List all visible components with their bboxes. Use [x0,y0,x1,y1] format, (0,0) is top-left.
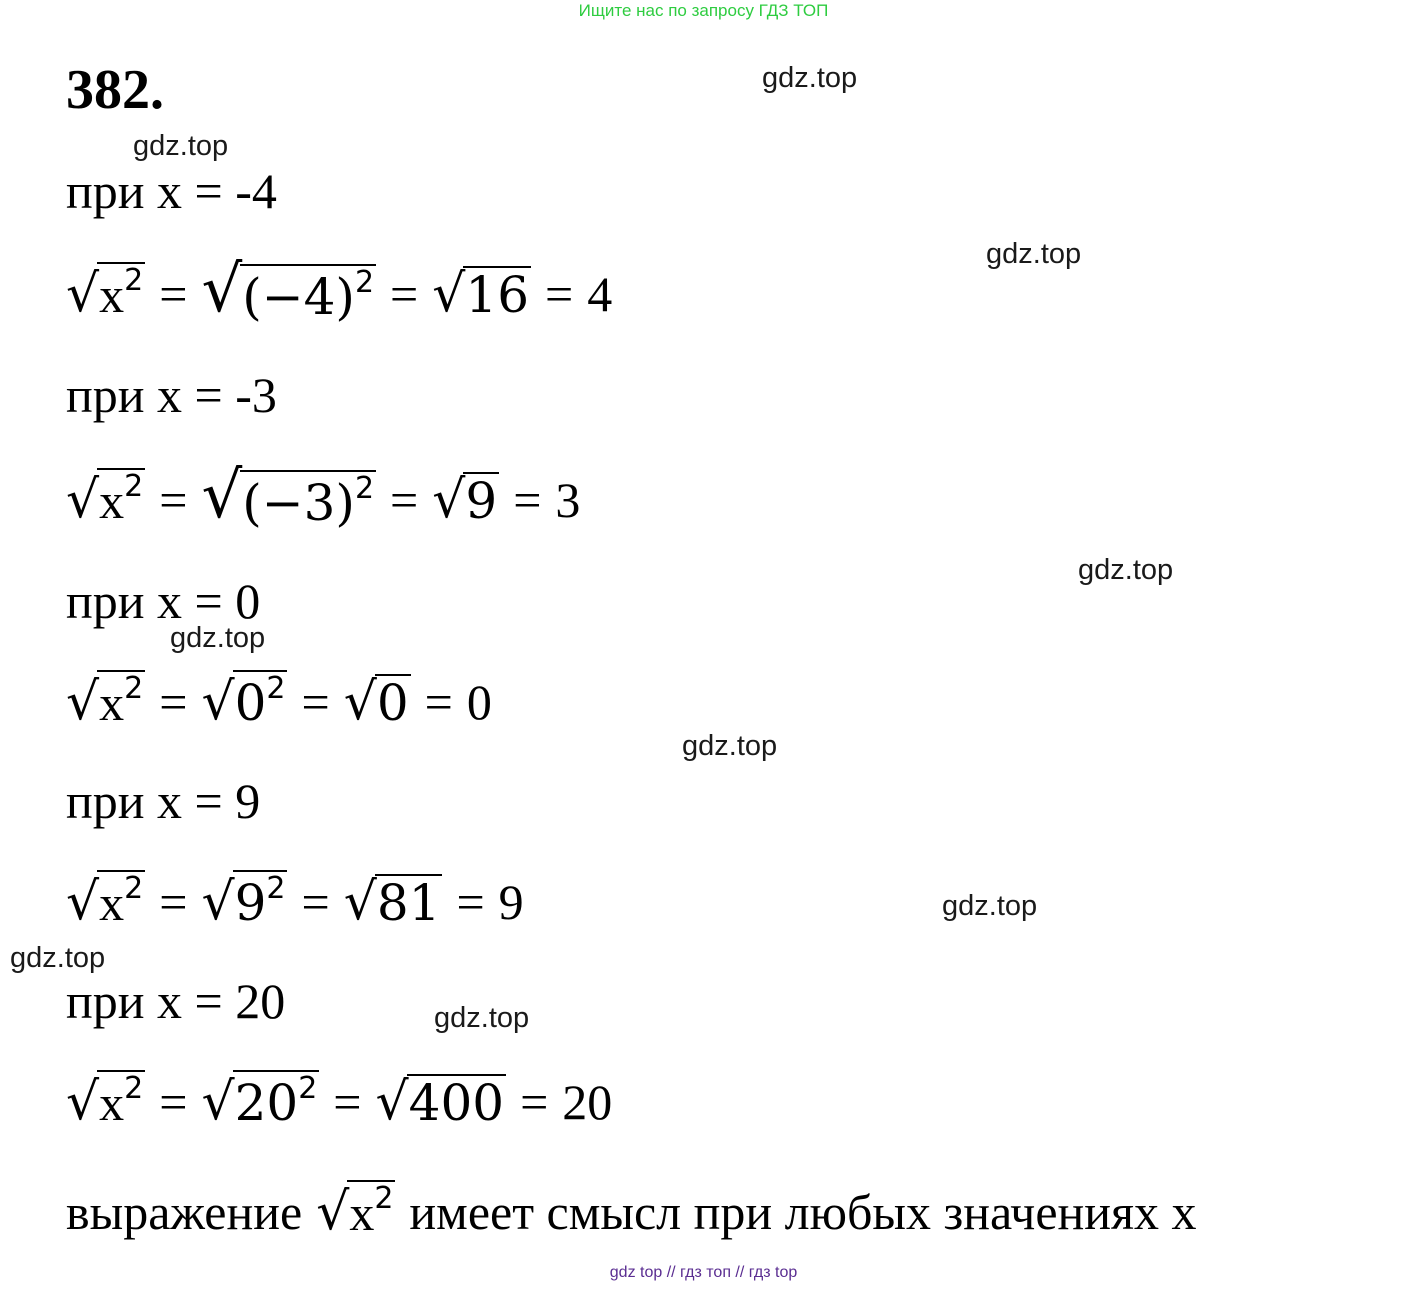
sqrt-radicand: √ 400 [375,1072,505,1132]
sqrt-lhs: √ $x^2$ [66,469,144,530]
condition-line: при x = 0 [66,573,261,629]
sqrt-radicand: √ 0 [343,672,409,732]
watermark: gdz.top [10,942,106,974]
problem-number: 382. [66,59,164,121]
equation-line: √ $x^2$ = √ $20^2$ = √ 400 = 20 [66,1071,613,1132]
sqrt-radicand: √ 16 [432,264,530,324]
sqrt-conclusion: √ $x^2$ [316,1181,394,1242]
condition-line: при x = -4 [66,163,277,219]
sqrt-radicand: √ 81 [343,872,441,932]
condition-line: при x = -3 [66,367,277,423]
result: 4 [587,266,613,322]
condition-line: при x = 9 [66,773,261,829]
sqrt-lhs: √ $x^2$ [66,263,144,324]
watermark: gdz.top [170,622,266,654]
result: 3 [555,472,581,528]
watermark: gdz.top [1078,554,1174,586]
watermark: gdz.top [682,730,778,762]
watermark: gdz.top [133,130,229,162]
top-banner: Ищите нас по запросу ГДЗ ТОП [578,1,829,20]
sqrt-mid: √ $20^2$ [201,1071,318,1132]
watermark: gdz.top [942,890,1038,922]
result: 9 [498,874,524,930]
equation-line: √ $x^2$ = √ $9^2$ = √ 81 = 9 [66,871,524,932]
sqrt-mid: √ $0^2$ [201,671,286,732]
conclusion: выражение √ $x^2$ имеет смысл при любых значениях x [66,1181,1197,1242]
footer: gdz top // гдз топ // гдз top [609,1264,798,1281]
sqrt-radicand: √ 9 [432,470,498,530]
sqrt-lhs: √ $x^2$ [66,1071,144,1132]
sqrt-lhs: √ $x^2$ [66,871,144,932]
watermark: gdz.top [986,238,1082,270]
equation-line: √ $x^2$ = √ $0^2$ = √ 0 = 0 [66,671,492,732]
sqrt-mid: √ $(-4)^2$ [201,253,375,327]
watermark: gdz.top [434,1002,530,1034]
sqrt-lhs: √ $x^2$ [66,671,144,732]
watermark: gdz.top [762,62,858,94]
equation-line: √ $x^2$ = √ $(-3)^2$ = √ 9 = 3 [66,459,581,533]
result: 20 [562,1074,613,1130]
equation-line: √ $x^2$ = √ $(-4)^2$ = √ 16 = 4 [66,253,613,327]
condition-line: при x = 20 [66,973,286,1029]
sqrt-mid: √ $(-3)^2$ [201,459,375,533]
result: 0 [466,674,492,730]
sqrt-mid: √ $9^2$ [201,871,286,932]
